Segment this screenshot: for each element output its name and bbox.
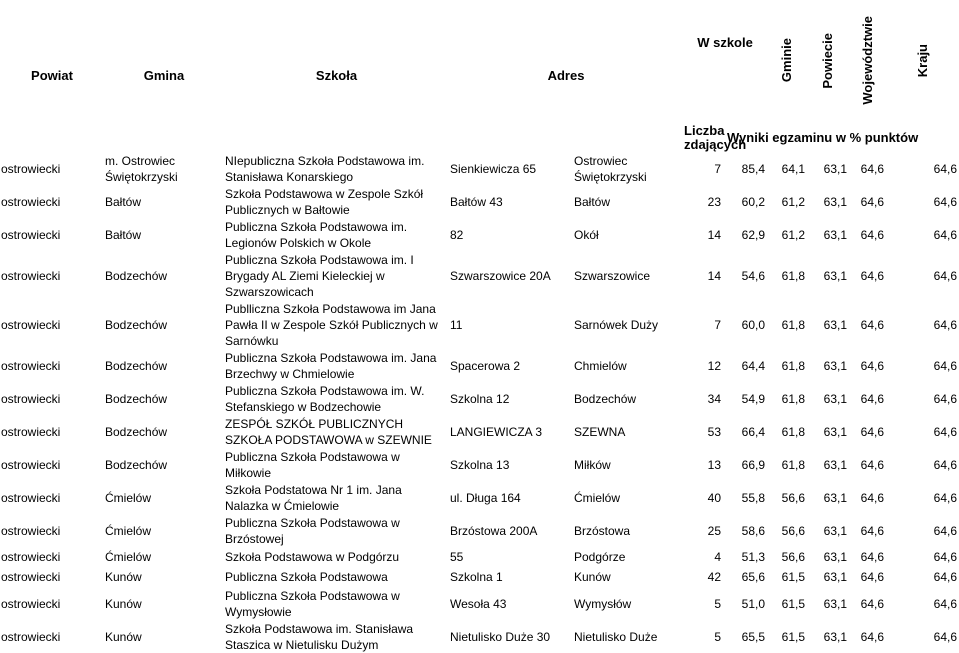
cell-gmina: Kunów [105,570,142,584]
col-header-kraju [886,0,959,124]
cell-gmina: Ćmielów [105,523,152,538]
cell-miasto: Brzóstowa [574,523,631,538]
cell-ulica: Bałtów 43 [450,194,503,209]
cell-gmina: Bodzechów [105,268,168,283]
cell-liczba: 42 [707,570,722,584]
cell-kraju: 64,6 [933,550,958,564]
table-row [0,415,959,448]
cell-gminie: 61,8 [781,268,806,283]
cell-liczba: 7 [714,161,722,176]
cell-gmina: Bałtów [105,227,142,242]
cell-wojewodztwie: 64,6 [860,161,885,176]
cell-miasto: Podgórze [574,550,626,564]
cell-gmina: m. Ostrowiec Świętokrzyski [105,154,178,184]
cell-powiecie: 63,1 [823,194,848,209]
cell-ulica: Sienkiewicza 65 [450,161,537,176]
cell-powiat: ostrowiecki [1,227,61,242]
table-row [0,251,959,300]
cell-wojewodztwie: 64,6 [860,227,885,242]
cell-szkola: Publiczna Szkoła Podstawowa im. W. Stefanskiego w Bodzechowie [225,384,425,414]
col-header-gminie [767,0,807,124]
table-row [0,514,959,547]
cell-miasto: Szwarszowice [574,268,651,283]
col-header-szkola: Szkoła [315,68,358,83]
cell-powiecie: 63,1 [823,424,848,439]
col-header-powiecie [807,0,849,124]
cell-ulica: Szkolna 13 [450,457,510,472]
cell-powiat: ostrowiecki [1,457,61,472]
cell-wynik: 62,9 [741,227,766,242]
cell-wojewodztwie: 64,6 [860,570,885,584]
cell-gminie: 61,8 [781,424,806,439]
cell-wojewodztwie: 64,6 [860,629,885,644]
table-row [0,218,959,251]
cell-powiecie: 63,1 [823,268,848,283]
cell-wojewodztwie: 64,6 [860,523,885,538]
cell-powiat: ostrowiecki [1,194,61,209]
cell-wynik: 55,8 [741,490,766,505]
cell-wojewodztwie: 64,6 [860,424,885,439]
col-header-w-szkole: W szkole [697,35,753,50]
cell-kraju: 64,6 [933,391,958,406]
cell-wynik: 64,4 [741,358,766,373]
cell-ulica: 11 [450,317,463,332]
cell-ulica: ul. Długa 164 [450,490,521,505]
cell-kraju: 64,6 [933,358,958,373]
cell-wojewodztwie: 64,6 [860,358,885,373]
cell-miasto: Sarnówek Duży [574,317,659,332]
cell-liczba: 5 [714,629,722,644]
cell-powiecie: 63,1 [823,317,848,332]
cell-gmina: Bałtów [105,194,142,209]
cell-wynik: 51,3 [741,550,766,564]
cell-gminie: 61,2 [781,194,806,209]
kraju-label: Kraju [914,43,930,78]
cell-liczba: 14 [707,268,722,283]
cell-szkola: NIepubliczna Szkoła Podstawowa im. Stanisława Konarskiego [225,154,425,184]
cell-kraju: 64,6 [933,596,958,611]
cell-gminie: 56,6 [781,490,806,505]
cell-ulica: LANGIEWICZA 3 [450,424,543,439]
cell-gminie: 56,6 [781,523,806,538]
cell-miasto: Chmielów [574,358,627,373]
cell-wojewodztwie: 64,6 [860,490,885,505]
table-row [0,587,959,620]
cell-powiat: ostrowiecki [1,490,61,505]
cell-kraju: 64,6 [933,161,958,176]
cell-miasto: Bałtów [574,194,611,209]
cell-powiat: ostrowiecki [1,596,61,611]
cell-gminie: 56,6 [781,550,806,564]
cell-kraju: 64,6 [933,457,958,472]
cell-szkola: Szkoła Podstawowa w Zespole Szkół Publicznych w Bałtowie [225,187,424,217]
cell-powiat: ostrowiecki [1,424,61,439]
cell-wynik: 54,9 [741,391,766,406]
cell-szkola: Publiczna Szkoła Podstawowa w Wymysłowie [225,589,400,619]
cell-ulica: 82 [450,227,464,242]
cell-miasto: Bodzechów [574,391,637,406]
cell-wynik: 85,4 [741,161,766,176]
cell-ulica: Szwarszowice 20A [450,268,551,283]
cell-liczba: 4 [714,550,722,564]
table-row [0,567,959,587]
cell-powiecie: 63,1 [823,596,848,611]
gminie-label: Gminie [779,38,795,83]
cell-powiecie: 63,1 [823,391,848,406]
cell-wojewodztwie: 64,6 [860,550,885,564]
cell-ulica: Szkolna 1 [450,570,503,584]
cell-wynik: 51,0 [741,596,766,611]
cell-wynik: 65,5 [741,629,766,644]
cell-gmina: Bodzechów [105,317,168,332]
cell-powiecie: 63,1 [823,358,848,373]
powiecie-label: Powiecie [820,32,836,89]
cell-miasto: Wymysłów [574,596,632,611]
cell-powiecie: 63,1 [823,457,848,472]
cell-powiecie: 63,1 [823,629,848,644]
cell-powiat: ostrowiecki [1,550,61,564]
col-header-wyniki: Wyniki egzaminu w % punktów [727,130,919,145]
cell-liczba: 34 [707,391,722,406]
cell-gminie: 61,5 [781,596,806,611]
table-row [0,349,959,382]
col-header-adres: Adres [547,68,585,83]
cell-gmina: Bodzechów [105,391,168,406]
table-row [0,481,959,514]
cell-kraju: 64,6 [933,227,958,242]
cell-liczba: 13 [707,457,722,472]
table-row [0,620,959,653]
cell-gminie: 61,8 [781,391,806,406]
cell-liczba: 12 [707,358,722,373]
cell-kraju: 64,6 [933,490,958,505]
cell-gmina: Ćmielów [105,490,152,505]
cell-wynik: 66,9 [741,457,766,472]
cell-gminie: 61,5 [781,629,806,644]
table-row [0,152,959,185]
cell-gminie: 61,8 [781,358,806,373]
cell-gmina: Ćmielów [105,550,152,564]
cell-miasto: Ostrowiec Świętokrzyski [574,154,647,184]
cell-szkola: Publiczna Szkoła Podstawowa w Brzóstowej [225,516,400,546]
cell-powiat: ostrowiecki [1,268,61,283]
cell-szkola: Szkoła Podstawowa im. Stanisława Staszica w Nietulisku Dużym [225,622,414,652]
cell-ulica: Szkolna 12 [450,391,510,406]
cell-gminie: 61,8 [781,317,806,332]
cell-gminie: 61,2 [781,227,806,242]
cell-szkola: Publiczna Szkoła Podstawowa [225,570,388,584]
cell-wojewodztwie: 64,6 [860,317,885,332]
col-header-gmina: Gmina [143,68,185,83]
cell-powiecie: 63,1 [823,227,848,242]
cell-liczba: 14 [707,227,722,242]
cell-gmina: Kunów [105,629,142,644]
cell-wynik: 54,6 [741,268,766,283]
cell-wojewodztwie: 64,6 [860,194,885,209]
cell-gmina: Bodzechów [105,424,168,439]
cell-miasto: Ćmielów [574,490,621,505]
cell-gminie: 61,8 [781,457,806,472]
cell-powiecie: 63,1 [823,550,848,564]
cell-kraju: 64,6 [933,523,958,538]
cell-szkola: ZESPÓŁ SZKÓŁ PUBLICZNYCH SZKOŁA PODSTAWOWA w SZEWNIE [225,417,432,447]
cell-powiat: ostrowiecki [1,161,61,176]
cell-szkola: Publiczna Szkoła Podstawowa im. Jana Brzechwy w Chmielowie [225,351,437,381]
cell-powiat: ostrowiecki [1,358,61,373]
cell-miasto: SZEWNA [574,424,626,439]
cell-powiecie: 63,1 [823,570,848,584]
cell-szkola: Szkoła Podstawowa w Podgórzu [225,550,400,564]
cell-szkola: Publiczna Szkoła Podstawowa im. Legionów Polskich w Okole [225,220,408,250]
table-body [0,152,959,653]
cell-ulica: Wesoła 43 [450,596,507,611]
cell-kraju: 64,6 [933,194,958,209]
table-row [0,382,959,415]
cell-liczba: 25 [707,523,722,538]
cell-wojewodztwie: 64,6 [860,391,885,406]
cell-powiecie: 63,1 [823,490,848,505]
cell-szkola: Publiczna Szkoła Podstawowa im. I Brygady AL Ziemi Kieleckiej w Szwarszowicach [225,253,414,299]
cell-ulica: Nietulisko Duże 30 [450,629,551,644]
cell-gmina: Bodzechów [105,358,168,373]
cell-powiat: ostrowiecki [1,317,61,332]
cell-kraju: 64,6 [933,317,958,332]
cell-powiat: ostrowiecki [1,570,61,584]
cell-liczba: 40 [707,490,722,505]
table-row [0,448,959,481]
cell-ulica: Spacerowa 2 [450,358,521,373]
cell-gminie: 61,5 [781,570,806,584]
cell-powiat: ostrowiecki [1,391,61,406]
col-header-liczba: Liczba zdających [684,123,747,152]
cell-liczba: 53 [707,424,722,439]
cell-powiecie: 63,1 [823,523,848,538]
cell-wynik: 60,0 [741,317,766,332]
cell-liczba: 23 [707,194,722,209]
cell-powiecie: 63,1 [823,161,848,176]
cell-kraju: 64,6 [933,629,958,644]
cell-miasto: Miłków [574,457,611,472]
table-row [0,547,959,567]
cell-gmina: Bodzechów [105,457,168,472]
cell-szkola: Publiczna Szkoła Podstawowa w Miłkowie [225,450,400,480]
cell-wojewodztwie: 64,6 [860,268,885,283]
cell-wynik: 58,6 [741,523,766,538]
cell-gminie: 64,1 [781,161,806,176]
cell-ulica: Brzóstowa 200A [450,523,538,538]
cell-wojewodztwie: 64,6 [860,596,885,611]
cell-ulica: 55 [450,550,464,564]
cell-miasto: Okół [574,227,599,242]
cell-gmina: Kunów [105,596,142,611]
cell-powiat: ostrowiecki [1,629,61,644]
table-row [0,300,959,349]
cell-miasto: Kunów [574,570,611,584]
cell-wynik: 60,2 [741,194,766,209]
header-row-main [0,0,959,124]
cell-kraju: 64,6 [933,570,958,584]
table-row [0,185,959,218]
cell-wojewodztwie: 64,6 [860,457,885,472]
cell-miasto: Nietulisko Duże [574,629,658,644]
cell-wynik: 66,4 [741,424,766,439]
col-header-powiat: Powiat [31,68,73,83]
col-header-wojewodztwie [849,0,886,124]
cell-kraju: 64,6 [933,268,958,283]
cell-wynik: 65,6 [741,570,766,584]
cell-kraju: 64,6 [933,424,958,439]
cell-szkola: Szkoła Podstatowa Nr 1 im. Jana Nalazka w Ćmielowie [225,483,402,513]
wojewodztwie-label: Województwie [859,16,875,105]
cell-liczba: 5 [714,596,722,611]
cell-liczba: 7 [714,317,722,332]
cell-szkola: Publliczna Szkoła Podstawowa im Jana Pawła II w Zespole Szkół Publicznych w Sarnówku [225,302,438,348]
cell-powiat: ostrowiecki [1,523,61,538]
